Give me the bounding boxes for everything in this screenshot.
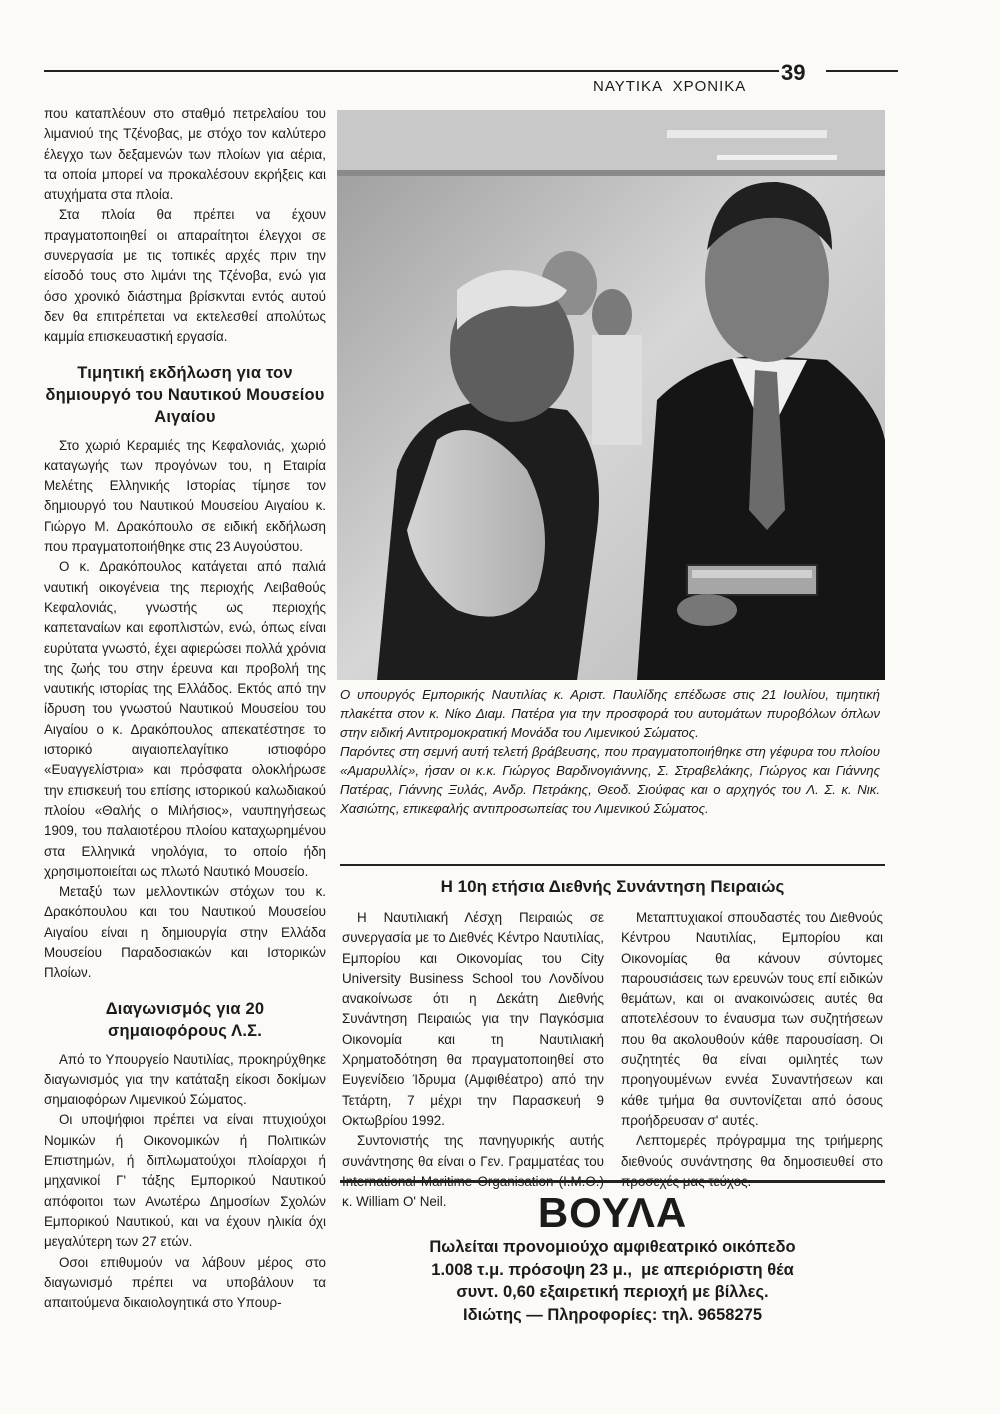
advert-title: ΒΟΥΛΑ xyxy=(537,1189,688,1236)
article-paragraph: Οι υποψήφιοι πρέπει να είναι πτυχιούχοι Νομικών ή Οικονομικών ή Πολιτικών Επιστημών, ή διπλωματούχοι πλοίαρχοι ή μηχανικοί Γ' τάξης Εμπορικού Ναυτικού απόφοιτοι των Ανωτέρω Δημοσίων Σχολών Εμπορικού Ναυτικού, και να έχουν ηλικία όχι μεγαλύτερη των 27 ετών. xyxy=(44,1112,326,1250)
caption-paragraph: Παρόντες στη σεμνή αυτή τελετή βράβευσης, που πραγματοποιήθηκε στη γέφυρα του πλοίου «Αμαρυλλίς», ήσαν οι κ.κ. Γιώργος Βαρδινογιάννης, Σ. Στραβελάκης, Γιώργος και Γιάννης Πατέρας, Γιάννης Ξυλάς, Ανδρ. Πετράκης, Θεοδ. Σιούφας και ο αρχηγός του Λ. Σ. κ. Νικ. Χασιώτης, επικεφαλής αντιπροσωπείας του Λιμενικού Σώματος. xyxy=(340,744,880,816)
meeting-column-right xyxy=(621,908,883,1192)
article-paragraph: Συντονιστής της πανηγυρικής αυτής συνάντησης θα είναι ο Γεν. Γραμματέας του κ. William O' Neil. xyxy=(342,1133,604,1210)
article-headline-meeting: Η 10η ετήσια Διεθνής Συνάντηση Πειραιώς xyxy=(440,877,785,896)
article-headline-competition: Διαγωνισμός για 20 σημαιοφόρους Λ.Σ. xyxy=(105,999,265,1040)
article-paragraph: Ο κ. Δρακόπουλος κατάγεται από παλιά ναυτική οικογένεια της περιοχής Λειβαθούς Κεφαλονιάς, γνωστής ως περιοχής καπεταναίων και εφοπλιστών, ενώ, όπως είναι ευρύτατα γνωστό, έχει αφιερώσει πολλά χρόνια της ζωής του στην έρευνα και προβολή της ναυτικής ιστορίας της Ελλάδος. Εκτός από την ίδρυση του γνωστού Ναυτικού Μουσείου του Αιγαίου ο κ. Δρακόπουλος απεκατέστησε το ιστορικό αιγαιοπελαγίτικο ιστιοφόρο «Ευαγγελίστρια» και πρόσφατα ολοκλήρωσε την επισκευή του επίσης ιστορικού καλωδιακού πλοίου «Θαλής ο Μιλήσιος», ναυπηγήσεως 1909, του παλαιοτέρου πλοίου καταχωρημένου στα Ελληνικά νηολόγια, το οποίο ήδη χρησιμοποιείται ως πλωτό Ναυτικό Μουσείο. xyxy=(44,559,326,879)
meeting-column-left xyxy=(342,908,604,1212)
advert-line: συντ. 0,60 εξαιρετική περιοχή με βίλλες. xyxy=(456,1283,769,1301)
article-paragraph: Η Ναυτιλιακή Λέσχη Πειραιώς σε συνεργασία με το Διεθνές Κέντρο Ναυτιλίας, Εμπορίου και Οικονομίας του City University Business School του Λονδίνου ανακοίνωσε ότι η Δεκάτη Διεθνής Συνάντηση Πειραιώς για την Παγκόσμια Οικονομία και τη Ναυτιλιακή Χρηματοδότηση θα πραγματοποιηθεί στο Ευγενίδειο Ίδρυμα (Αμφιθέατρο) από την Τετάρτη, 7 μέχρι την Παρασκευή 9 Οκτωβρίου 1992. xyxy=(342,910,604,1128)
left-column xyxy=(44,104,326,1313)
news-photo xyxy=(337,110,885,680)
article-paragraph: Λεπτομερές πρόγραμμα της τριήμερης διεθνούς συνάντησης θα δημοσιευθεί στο xyxy=(621,1133,883,1169)
advert-line: Πωλείται προνομιούχο αμφιθεατρικό οικόπεδο xyxy=(429,1238,796,1256)
advert-body xyxy=(340,1236,885,1326)
article-paragraph: Μεταξύ των μελλοντικών στόχων του κ. Δρακόπουλου και του Ναυτικού Μουσείου Αιγαίου είναι η δημιουργία στην Ελλάδα Μουσείου Παραδοσιακών και Ιστορικών Πλοίων. xyxy=(44,884,326,981)
photo-caption xyxy=(340,685,880,818)
caption-paragraph: Ο υπουργός Εμπορικής Ναυτιλίας κ. Αριστ. Παυλίδης επέδωσε στις 21 Ιουλίου, τιμητική πλακέττα στον κ. Νίκο Διαμ. Πατέρα για την προσφορά του αυτομάτων πυροβόλων όπλων στην ειδική Αντιτρομοκρατική Μονάδα του Λιμενικού Σώματος. xyxy=(340,687,880,740)
advert-line: 1.008 τ.μ. πρόσοψη 23 μ., με απεριόριστη θέα xyxy=(431,1260,794,1279)
article-paragraph: Μεταπτυχιακοί σπουδαστές του Διεθνούς Κέντρου Ναυτιλίας, Εμπορίου και Οικονομίας θα κάνουν σύντομες παρουσιάσεις των ερευνών τους επί ειδικών θεμάτων, και οι ανακοινώσεις αυτές θα αποτελέσουν το έναυσμα των συζητήσεων που θα ακολουθούν κάθε παρουσίαση. Οι συζητητές θα είναι ομιλητές των προηγουμένων εννέα Συναντήσεων και κάθε τμήμα θα συντονίζεται από όσους προήδρευσαν σ' αυτές. xyxy=(621,910,883,1128)
article-paragraph: Στο χωριό Κεραμιές της Κεφαλονιάς, χωριό καταγωγής των προγόνων του, η Εταιρία Μελέτης Ελληνικής Ιστορίας τίμησε τον δημιουργό του Ναυτικού Μουσείου Αιγαίου κ. Γιώργο Μ. Δρακόπουλο σε ειδική εκδήλωση που πραγματοποιήθηκε στις 23 Αυγούστου. xyxy=(44,437,326,555)
advert-rule xyxy=(340,1180,885,1183)
article-paragraph: Από το Υπουργείο Ναυτιλίας, προκηρύχθηκε διαγωνισμός για την κατάταξη είκοσι δοκίμων σημαιοφόρων Λιμενικού Σώματος. xyxy=(44,1051,326,1108)
article-paragraph: Οσοι επιθυμούν να λάβουν μέρος στο διαγωνισμό πρέπει να υποβάλουν τα απαιτούμενα δικαιολογητικά στο Υπουρ- xyxy=(44,1254,326,1311)
page-number: 39 xyxy=(781,60,806,85)
advert-line: Ιδιώτης — Πληροφορίες: τηλ. 9658275 xyxy=(463,1305,762,1324)
article-headline-museum: Τιμητική εκδήλωση για τον δημιουργό του Ναυτικού Μουσείου Αιγαίου xyxy=(45,363,325,426)
header-rule-left xyxy=(44,70,779,72)
intro-paragraph: Στα πλοία θα πρέπει να έχουν πραγματοποιηθεί οι απαραίτητοι έλεγχοι σε συνεργασία με τις τοπικές αρχές πριν την είσοδό τους στο λιμάνι της Τζένοβα, ενώ για όσο χρονικό διάστημα βρίσκνται εντός αυτού δεν θα επιτρέπεται να εκτελεσθεί απολύτως καμμία επισκευαστική εργασία. xyxy=(44,207,326,345)
section-rule xyxy=(340,864,885,866)
intro-paragraph: που καταπλέουν στο σταθμό πετρελαίου του λιμανιού της Τζένοβας, με στόχο τον καλύτερο έλεγχο των δεξαμενών των πλοίων για αέρια, τα οποία μπορεί να προκαλέσουν εκρήξεις και ατυχήματα στα πλοία. xyxy=(44,106,326,203)
header-rule-right xyxy=(826,70,898,72)
photo-illustration xyxy=(337,110,885,680)
running-title: ΝΑΥΤΙΚΑ ΧΡΟΝΙΚΑ xyxy=(593,78,747,95)
